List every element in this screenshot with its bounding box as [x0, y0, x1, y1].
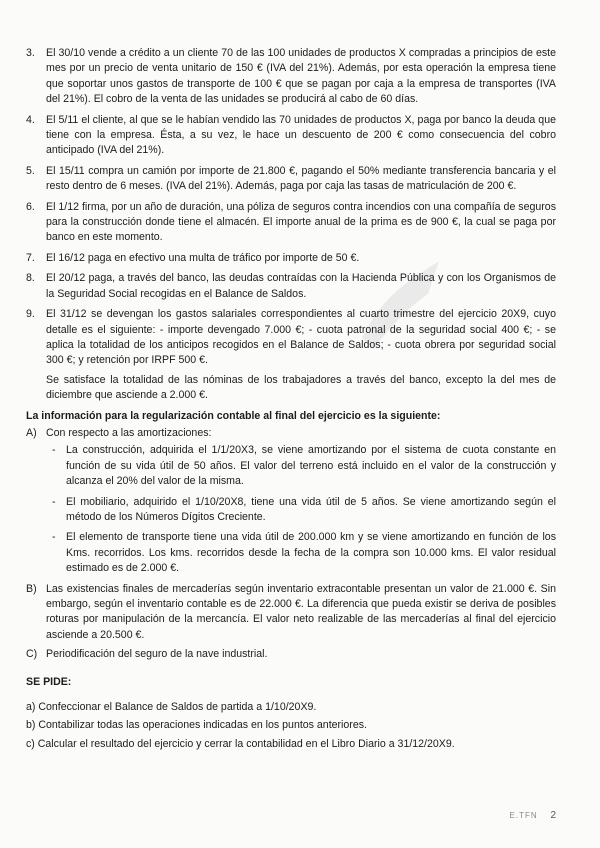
- section-b: [26, 582, 556, 644]
- section-letter: A): [26, 426, 37, 439]
- page-footer: [510, 808, 556, 823]
- operation-item: [26, 46, 556, 108]
- se-pide-heading: SE PIDE:: [26, 675, 72, 688]
- list-item: [46, 495, 556, 526]
- footer-mark: E.TFN: [509, 811, 538, 820]
- task-item: b) Contabilizar todas las operaciones indicadas en los puntos anteriores.: [26, 719, 367, 732]
- operation-item: [26, 164, 556, 195]
- document-content: [26, 46, 556, 755]
- task-item: c) Calcular el resultado del ejercicio y cerrar la contabilidad en el Libro Diario a 31/12/20X9.: [26, 737, 455, 750]
- item-text: El 1/12 firma, por un año de duración, una póliza de seguros contra incendios con una compañía de seguros para la construcción donde tiene el almacén. El importe anual de la prima es de 900 €, la cual se paga por banco en este momento.: [46, 200, 556, 244]
- list-item-text: El elemento de transporte tiene una vida útil de 200.000 km y se viene amortizando en función de los Kms. recorridos. Los kms. recorridos desde la fecha de la compra son 10.000 kms. El valor residual estimado es de 2.000 €.: [66, 531, 556, 575]
- operation-item: [26, 271, 556, 302]
- dash-icon: -: [52, 444, 56, 457]
- item-number: 4.: [26, 113, 35, 126]
- item-number: 9.: [26, 308, 35, 321]
- dash-icon: -: [52, 495, 56, 508]
- list-item-text: El mobiliario, adquirido el 1/10/20X8, tiene una vida útil de 5 años. Se viene amortizando según el método de los Números Dígitos Creciente.: [66, 495, 556, 523]
- operation-item: [26, 307, 556, 403]
- regularization-heading: La información para la regularización contable al final del ejercicio es la siguiente:: [26, 409, 441, 422]
- page-number: 2: [550, 810, 556, 821]
- dash-icon: -: [52, 531, 56, 544]
- section-title: Con respecto a las amortizaciones:: [46, 426, 212, 439]
- section-letter: B): [26, 582, 37, 595]
- section-text: Periodificación del seguro de la nave industrial.: [46, 648, 268, 661]
- operation-item: [26, 113, 556, 159]
- operation-item: [26, 200, 556, 246]
- list-item: [46, 443, 556, 489]
- list-item: [46, 530, 556, 576]
- amortization-list: [46, 443, 556, 576]
- item-number: 7.: [26, 251, 35, 264]
- section-letter: C): [26, 648, 38, 661]
- item-text: El 31/12 se devengan los gastos salariales correspondientes al cuarto trimestre del ejercicio 20X9, cuyo detalle es el siguiente: - importe devengado 7.000 €; - cuota patronal de la seguridad social 400 €; - se aplica la totalidad de los anticipos recogidos en el Balance de Saldos; - cuota obrera por seguridad social 300 €; y retención por IRPF 500 €.: [46, 308, 556, 367]
- list-item-text: La construcción, adquirida el 1/1/20X3, se viene amortizando por el sistema de cuota constante en función de su vida útil de 50 años. El valor del terreno está incluido en el valor de la construcción y alcanza el 20% del valor de la misma.: [66, 444, 556, 488]
- item-text: El 5/11 el cliente, al que se le habían vendido las 70 unidades de productos X, paga por banco la deuda que tiene con la empresa. Ésta, a su vez, le hace un descuento de 200 € como consecuencia del cobro anticipado (IVA del 21%).: [46, 113, 556, 157]
- section-text: Las existencias finales de mercaderías según inventario extracontable presentan un valor de 21.000 €. Sin embargo, según el inventario contable es de 22.000 €. La diferencia que pueda existir se deriva de posibles roturas por manipulación de la mercancía. El valor neto realizable de las mercaderías al final del ejercicio asciende a 20.500 €.: [46, 582, 556, 641]
- task-item: a) Confeccionar el Balance de Saldos de partida a 1/10/20X9.: [26, 701, 317, 714]
- section-c: [26, 647, 556, 662]
- item-extra-text: Se satisface la totalidad de las nóminas de los trabajadores a través del banco, excepto la del mes de diciembre que asciende a 2.000 €.: [46, 373, 556, 402]
- item-number: 5.: [26, 164, 35, 177]
- item-number: 6.: [26, 200, 35, 213]
- item-number: 8.: [26, 272, 35, 285]
- item-text: El 20/12 paga, a través del banco, las deudas contraídas con la Hacienda Pública y con los Organismos de la Seguridad Social recogidas en el Balance de Saldos.: [46, 272, 556, 300]
- item-text: El 30/10 vende a crédito a un cliente 70 de las 100 unidades de productos X compradas a principios de este mes por un precio de venta unitario de 150 € (IVA del 21%). Además, por esta operación la empresa tiene que soportar unos gastos de transporte de 100 € que se pagan por caja a la empresa de transportes (IVA del 21%). El cobro de la venta de las unidades se producirá al cabo de 60 días.: [46, 47, 556, 106]
- item-number: 3.: [26, 47, 35, 59]
- item-text: El 16/12 paga en efectivo una multa de tráfico por importe de 50 €.: [46, 251, 360, 264]
- section-a: [26, 426, 556, 577]
- operation-item: [26, 251, 556, 266]
- item-text: El 15/11 compra un camión por importe de 21.800 €, pagando el 50% mediante transferencia bancaria y el resto dentro de 6 meses. (IVA del 21%). Además, paga por caja las tasas de matriculación de 200 €.: [46, 164, 556, 193]
